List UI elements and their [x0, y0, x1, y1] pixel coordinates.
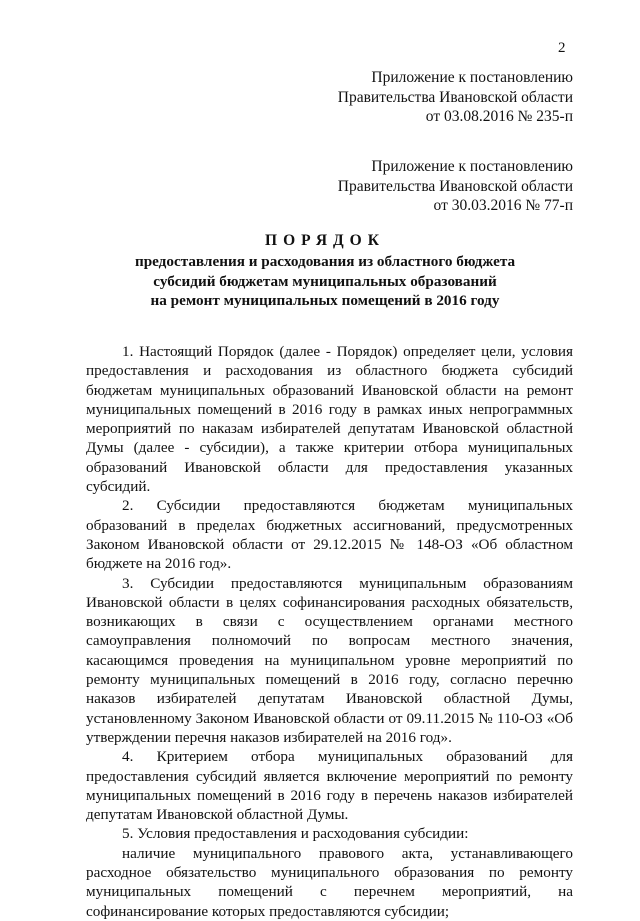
document-body [86, 342, 573, 921]
appendix-header-date: от 30.03.2016 № 77-п [433, 197, 573, 214]
appendix-header-line: Правительства Ивановской области [337, 177, 573, 195]
appendix-header-current [338, 68, 573, 127]
appendix-header-line: Правительства Ивановской области [337, 88, 573, 106]
appendix-header-original [338, 157, 573, 216]
document-subtitle [0, 252, 640, 311]
appendix-header-date: от 03.08.2016 № 235-п [425, 108, 573, 125]
page-number: 2 [558, 40, 566, 56]
subtitle-line: предоставления и расходования из областного бюджета [134, 253, 516, 270]
subtitle-line: субсидий бюджетам муниципальных образований [153, 272, 497, 290]
appendix-header-line: Приложение к постановлению [371, 158, 573, 175]
paragraph-5: 5. Условия предоставления и расходования субсидии: [122, 825, 469, 843]
paragraph-2: 2. Субсидии предоставляются бюджетам муниципальных образований в пределах бюджетных ассигнований, предусмотренных Законом Ивановской области от 29.12.2015 № 148-ОЗ «Об областном бюджете на 2016 год». [86, 497, 573, 573]
subtitle-line: на ремонт муниципальных помещений в 2016 году [150, 292, 500, 309]
document-title: ПОРЯДОК [265, 232, 385, 249]
appendix-header-line: Приложение к постановлению [371, 69, 573, 86]
paragraph-1: 1. Настоящий Порядок (далее - Порядок) определяет цели, условия предоставления и расходования из областного бюджета субсидий бюджетам муниципальных образований Ивановской области на ремонт муниципальных помещений в 2016 году в рамках иных непрограммных мероприятий по наказам избирателей депутатам Ивановской областной Думы (далее - субсидии), а также критерии отбора муниципальных образований Ивановской области для предоставления указанных субсидий. [86, 343, 573, 496]
paragraph-5-condition-1: наличие муниципального правового акта, устанавливающего расходное обязательство муниципального образования по ремонту муниципальных помещений с перечнем мероприятий, на софинансирование которых предоставляются субсидии; [86, 844, 573, 920]
paragraph-4: 4. Критерием отбора муниципальных образований для предоставления субсидий является включение мероприятий по ремонту муниципальных помещений в 2016 году в перечень наказов избирателей депутатам Ивановской областной Думы. [86, 748, 573, 824]
paragraph-3: 3. Субсидии предоставляются муниципальным образованиям Ивановской области в целях софинансирования расходных обязательств, возникающих в связи с осуществлением органами местного самоуправления полномочий по вопросам местного значения, касающимся проведения на муниципальном уровне мероприятий по ремонту муниципальных помещений в 2016 году, согласно перечню наказов избирателей депутатам Ивановской областной Думы, установленному Законом Ивановской области от 09.11.2015 № 110-ОЗ «Об утверждении перечня наказов избирателей на 2016 год». [86, 574, 573, 746]
